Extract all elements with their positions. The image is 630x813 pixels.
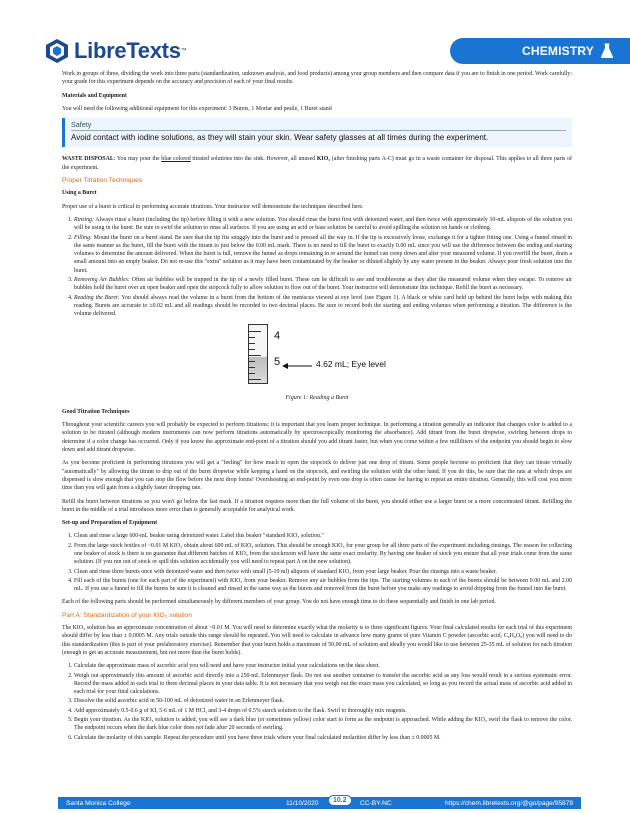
blue-colored-link[interactable]: blue colored — [161, 156, 191, 163]
list-item: 6. Calculate the molarity of this sample. Repeat the procedure until you have three trials where your final calculated molarities differ by less than ± 0.0005 M. — [74, 734, 572, 742]
item-term: Rinsing: — [74, 216, 94, 223]
list-item: 1. Clean and rinse a large 600-mL beaker using deionized water. Label this beaker "standard KIO₃ solution." — [74, 532, 572, 540]
using-buret-text: Proper use of a buret is critical to performing accurate titrations. Your instructor will demonstrate the techniques described here. — [62, 203, 364, 210]
reading-label: 4.62 mL; Eye level — [316, 358, 386, 369]
buret-label-4: 4 — [274, 329, 281, 342]
page-footer — [58, 797, 581, 809]
tick-mark — [249, 373, 255, 374]
good-technique-heading: Good Titration Techniques — [62, 408, 130, 415]
list-item: 4. Add approximately 0.5-0.6 g of KI, 5-6 mL of 1 M HCl, and 3-4 drops of 0.5% starch solution to the flask. Swirl to thoroughly mix reagents. — [74, 707, 572, 715]
setup-heading: Set-up and Preparation of Equipment — [62, 520, 158, 527]
using-buret-heading: Using a Buret — [62, 190, 97, 197]
materials-heading: Materials and Equipment — [62, 92, 127, 99]
list-item: 4. Fill each of the burets (one for each part of the experiment) with KIO₃ from your beaker. Remove any air bubbles from the tips. The starting volumes in each of the burets should be between 0.00 mL and 2.00 mL. If you use a funnel to fill the burets be sure it is cleaned and rinsed in the same way as the burets and removed from the buret before you make any readings to avoid dripping from the funnel into the buret. — [74, 577, 572, 594]
setup-list — [62, 532, 572, 593]
subject-label: CHEMISTRY — [521, 44, 594, 58]
page-content — [62, 70, 572, 747]
figure-caption: Figure 1: Reading a Buret — [285, 394, 349, 401]
intro-paragraph: Work in groups of three, dividing the work into three parts (standardization, unknown analysis, and food products) among your group members and then compare data if you are to finish in one period. Work carefully: your grade for this experiment depends on the accuracy and precision of each of your final results. — [62, 71, 572, 86]
waste-text-c: (after finishing parts A-C) must go in a waste container for disposal. This applies to all three parts of the experiment. — [62, 156, 572, 171]
part-a-list — [62, 662, 572, 742]
item-text: Always rinse a buret (including the tip) before filling it with a new solution. You should rinse the buret first with deionized water, and then twice with approximately 10-mL aliquots of the solution you will be using in the buret. Be sure to swirl the solution to rinse all surfaces. If you are using an acid or base solution be careful to avoid spilling the solution on hands or clothing. — [74, 216, 572, 232]
proper-titration-heading: Proper Titration Techniques — [62, 177, 143, 185]
safety-callout — [62, 118, 572, 147]
tick-mark — [249, 355, 261, 356]
setup-after: Each of the following parts should be performed simultaneously by different members of your group. You do not have enough time to do these sequentially and finish in one lab period. — [62, 599, 496, 606]
page-number-badge: 10.2 — [328, 795, 352, 806]
footer-date: 11/10/2020 — [286, 799, 319, 807]
logo-text: LibreTexts — [74, 38, 181, 63]
list-item: 3. Dissolve the solid ascorbic acid in 50-100 mL of deionized water in an Erlenmeyer flask. — [74, 697, 572, 705]
buret-figure — [62, 324, 572, 388]
item-text: Often air bubbles will be trapped in the tip of a newly filled buret. These can be difficult to see and troublesome as they alter the measured volume when they escape. To remove air bubbles hold the buret over an open beaker and open the stopcock fully to allow solution to flow out of the buret. Your instructor will demonstrate this technique. Refill the buret as necessary. — [74, 277, 572, 292]
list-item: 2. Weigh out approximately this amount of ascorbic acid directly into a 250-mL Erlenmeyer flask. Do not use another container to transfer the ascorbic acid as any loss would result in a serious systematic error. Record the mass added in each trial to three decimal places in your data table. It is not necessary that you weigh out the exact mass you calculated, so long as you record the actual mass of ascorbic acid added in each trial for your final calculations. — [74, 672, 572, 697]
good-technique-p3: Refill the buret between titrations so you won't go below the last mark. If a titration requires more than the full volume of the buret, you should either use a larger buret or a more concentrated titrant. Refilling the buret in the middle of a trial introduces more error than is generally acceptable for analytical work. — [62, 498, 572, 513]
subject-banner[interactable] — [450, 38, 630, 64]
footer-url-link[interactable]: https://chem.libretexts.org/@go/page/95879 — [444, 799, 573, 807]
flask-icon — [600, 43, 614, 59]
good-technique-p1: Throughout your scientific careers you will probably be expected to perform titrations; it is important that you learn proper technique. In performing a titration generally an indicator that changes color is added to a solution to be titrated (although modern instruments can now perform titrations automatically by spectroscopically monitoring the absorbance). Add titrant from the buret dropwise, swirling between drops to determine if a color change has occurred. Only if you know the approximate end-point of a titration should you add titrant faster, but when you come within a few milliliters of the endpoint you should begin to slow down and add titrant dropwise. — [62, 422, 572, 454]
libretexts-logo-icon — [44, 38, 70, 64]
list-item — [74, 234, 572, 275]
safety-text: Avoid contact with iodine solutions, as they will stain your skin. Wear safety glasses at all times during the experiment. — [71, 133, 489, 143]
kio3-formula: KIO₃ — [316, 156, 331, 163]
footer-license: CC-BY-NC — [360, 799, 392, 807]
tick-mark — [249, 337, 255, 338]
list-item: 2. From the large stock bottles of ~0.01 M KIO₃ obtain about 600 mL of KIO₃ solution. This should be enough KIO₃ for your group for all three parts of the experiment including rinsings. The reason for collecting one beaker of stock is there is no guarantee that different batches of KIO₃ from the stockroom will have the same exact molarity. By having one beaker of stock you ensure that all your trials come from the same solution. (If you run out of stock or spill this solution accidentally you will need to repeat part A on the new solution). — [74, 542, 572, 567]
list-item — [74, 276, 572, 293]
footer-institution: Santa Monica College — [66, 799, 131, 807]
buret-technique-list — [62, 216, 572, 319]
part-a-heading: Part A: Standardization of your KIO₃ solution — [62, 611, 192, 619]
tick-mark — [249, 361, 255, 362]
safety-title: Safety — [71, 121, 566, 131]
tick-mark — [249, 331, 261, 332]
item-term: Removing Air Bubbles: — [74, 277, 130, 284]
list-item — [74, 294, 572, 319]
item-term: Filling: — [74, 234, 92, 241]
tick-mark — [249, 343, 255, 344]
waste-disposal-paragraph — [62, 155, 572, 172]
waste-text-a: : You may pour the — [113, 156, 162, 163]
tick-mark — [249, 379, 261, 380]
tick-mark — [249, 367, 255, 368]
tick-mark — [249, 349, 255, 350]
item-text: Mount the buret on a buret stand. Be sure that the tip fits snuggly into the buret and is pressed all the way in. If the tip is excessively loose, exchange it for a tighter fitting one. Using a funnel rinsed in the same manner as the buret, fill the buret with the titrant to just below the 0.00 mL mark. There is no need to fill the buret to exactly 0.00 mL since you will use the difference between the ending and starting volumes to determine the amount delivered. When the buret is full, remove the funnel as drops remaining in or around the funnel can creep down and alter your measured volume. If you overfill the buret, drain a small amount into an empty beaker. Do not re-use this "extra" solution as it may have been contaminated by the beaker or diluted slightly by any water present in the beaker. Always pour fresh solution into the buret. — [74, 234, 572, 274]
libretexts-logo[interactable] — [44, 36, 187, 66]
waste-text-b: titrated solutions into the sink. However, all unused — [190, 156, 317, 163]
page-header — [0, 0, 630, 72]
list-item: 3. Clean and rinse three burets once with deionized water and then twice with small (5-10 ml) aliquots of standard KIO₃ from your large beaker. Pour the rinsings into a waste beaker. — [74, 568, 572, 576]
item-term: Reading the Buret: — [74, 294, 120, 301]
logo-trademark: ™ — [180, 48, 187, 54]
list-item: 5. Begin your titration. As the KIO₃ solution is added, you will see a dark blue (or sometimes yellow) color start to form as the endpoint is approached. While adding the KIO₃ swirl the flask to remove the color. The endpoint occurs when the dark blue color does not fade after 20 seconds of swirling. — [74, 716, 572, 733]
part-a-intro: The KIO₃ solution has an approximate concentration of about ~0.01 M. You will need to determine exactly what the molarity is to three significant figures. Your final calculated results for each trial of this experiment should differ by less than ± 0.0005 M. Any trials outside this range should be repeated. You will need to calculate in advance how many grams of pure Vitamin C powder (ascorbic acid, C₆H₈O₆) you will need to do this standardization (this is part of your prelaboratory exercise). Remember that your buret holds a maximum of 50.00 mL of solution and ideally you would like to use between 25-35 mL of solution for each titration (enough to get an accurate measurement, but not more than the buret holds). — [62, 625, 572, 656]
list-item — [74, 216, 572, 233]
buret-label-5: 5 — [274, 355, 281, 368]
arrow-left-icon — [282, 362, 312, 370]
item-text: You should always read the volume in a buret from the bottom of the meniscus viewed at eye level (see Figure 1). A black or white card held up behind the buret helps with making this reading. Burets are accurate to ±0.02 mL and all readings should be recorded to two decimal places. Be sure to record both the starting and ending volumes when performing a titration. The difference is the volume delivered. — [74, 294, 572, 318]
materials-text: You will need the following additional equipment for this experiment: 3 Burets, 1 Mortar and pestle, 1 Buret stand — [62, 105, 332, 112]
good-technique-p2: As you become proficient in performing titrations you will get a "feeling" for how much to open the stopcock to deliver just one drop of titrant. Some people become so proficient that they can titrate virtually "automatically" by allowing the titrant to drip out of the buret dropwise while keeping a hand on the stopcock, and swirling the solution with the other hand. If you do this, be sure that the rate at which drops are dispensed is slow enough that you can stop the flow before the next drop forms! Overshooting an end-point by even one drop is often cause for having to repeat an entire titration. Generally, this will cost you more time than you will gain from a slightly faster dropping rate. — [62, 460, 572, 492]
list-item: 1. Calculate the approximate mass of ascorbic acid you will need and have your instructor initial your calculations on the data sheet. — [74, 662, 572, 670]
buret-illustration — [248, 324, 268, 384]
waste-label: WASTE DISPOSAL — [62, 156, 114, 163]
